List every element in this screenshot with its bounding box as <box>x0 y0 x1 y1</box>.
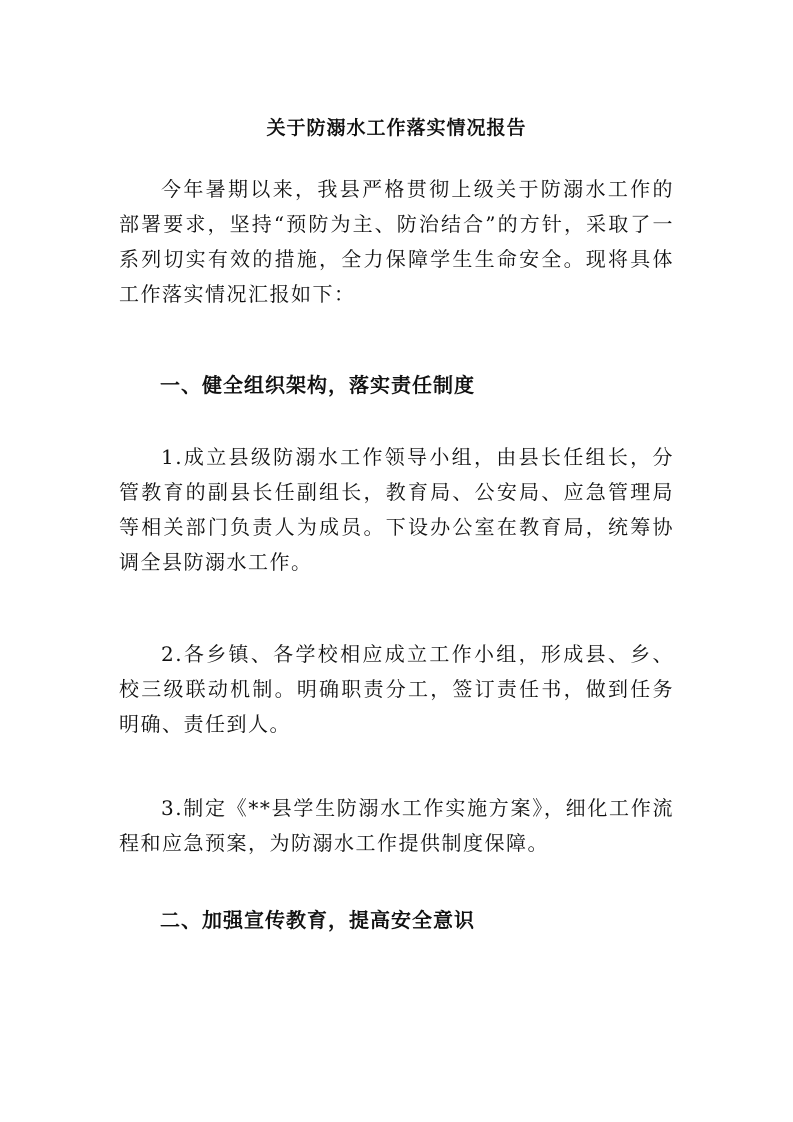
section-1-heading: 一、健全组织架构，落实责任制度 <box>160 373 475 397</box>
document-title: 关于防溺水工作落实情况报告 <box>266 116 527 139</box>
section-1-paragraph-2: 2.各乡镇、各学校相应成立工作小组，形成县、乡、校三级联动机制。明确职责分工，签订责任书，做到任务明确、责任到人。 <box>119 642 674 736</box>
section-1-paragraph-1: 1.成立县级防溺水工作领导小组，由县长任组长，分管教育的副县长任副组长，教育局、公安局、应急管理局等相关部门负责人为成员。下设办公室在教育局，统筹协调全县防溺水工作。 <box>119 445 674 574</box>
section-2-heading: 二、加强宣传教育，提高安全意识 <box>160 908 475 932</box>
intro-paragraph: 今年暑期以来，我县严格贯彻上级关于防溺水工作的部署要求，坚持“预防为主、防治结合”的方针，采取了一系列切实有效的措施，全力保障学生生命安全。现将具体工作落实情况汇报如下： <box>119 177 674 306</box>
section-1-paragraph-3: 3.制定《**县学生防溺水工作实施方案》，细化工作流程和应急预案，为防溺水工作提供制度保障。 <box>119 796 674 855</box>
